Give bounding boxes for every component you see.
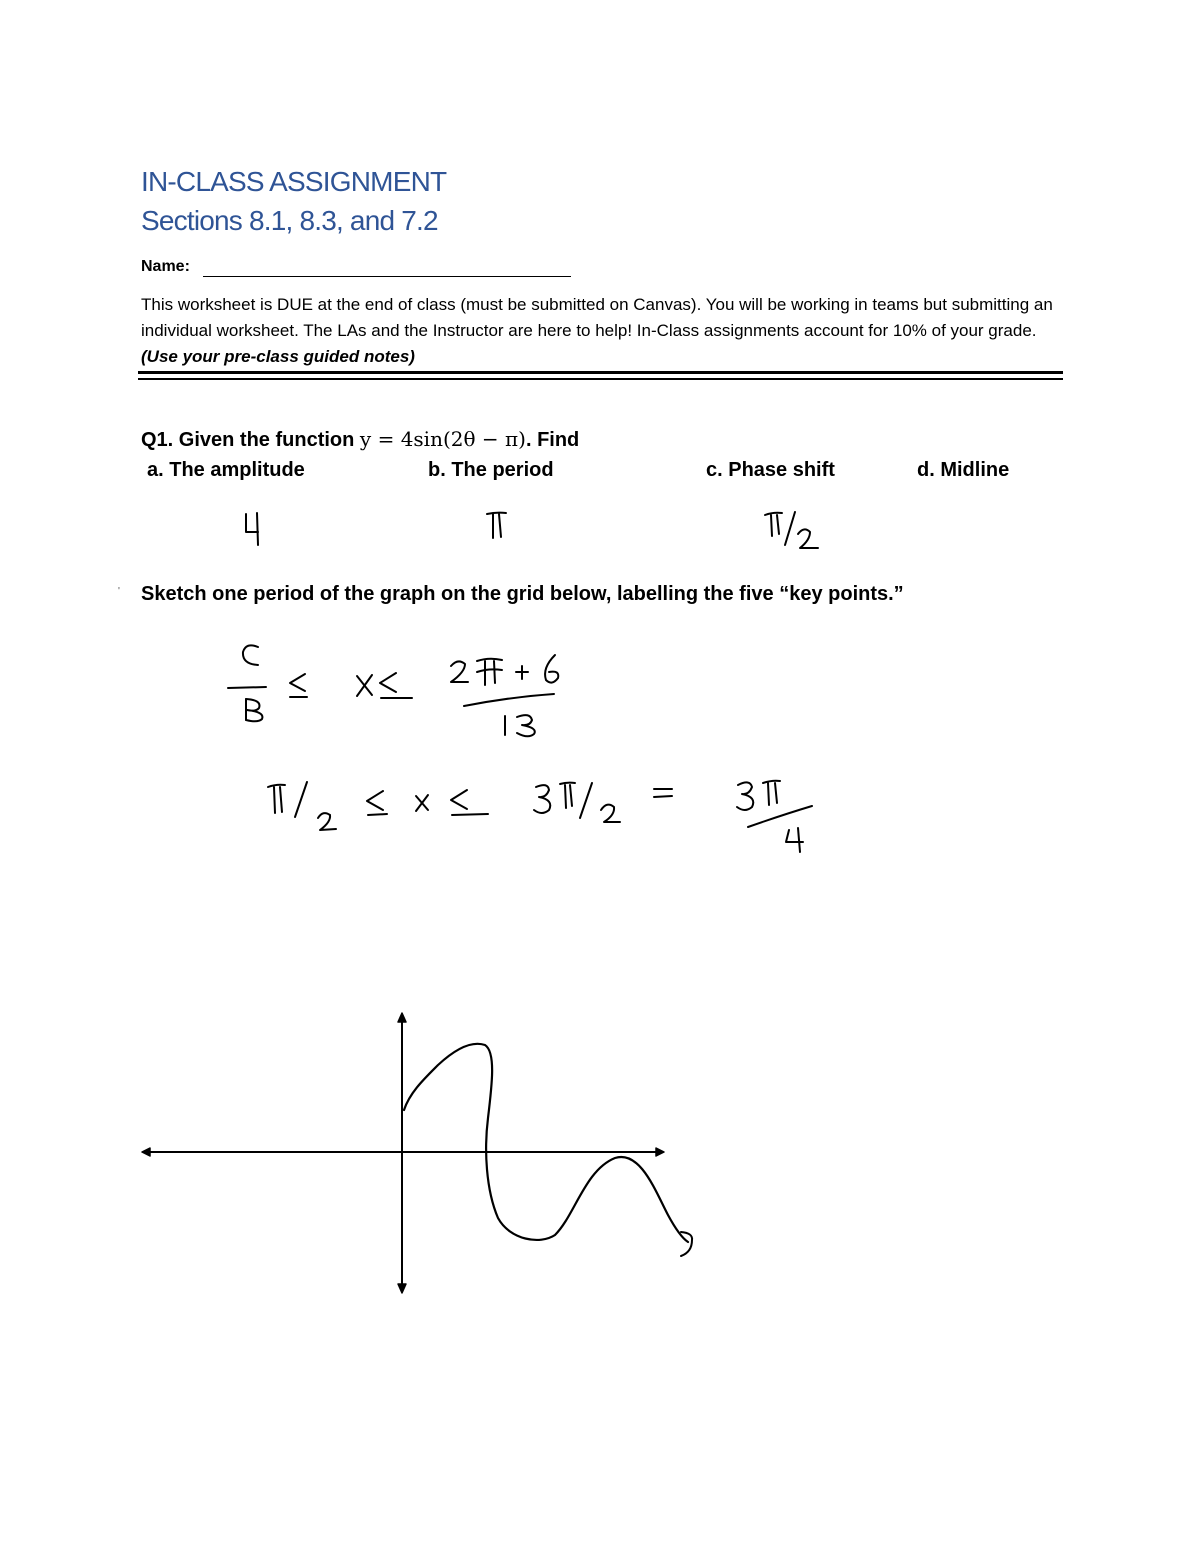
arrow-icon — [398, 1013, 406, 1022]
arrow-icon — [142, 1148, 150, 1156]
part-b-label: b. The period — [428, 459, 554, 481]
sketched-curve — [404, 1044, 688, 1242]
arrow-icon — [398, 1284, 406, 1293]
handwriting-line-2 — [268, 781, 812, 852]
answer-c-handwriting — [765, 512, 818, 548]
answer-b-handwriting — [487, 513, 506, 538]
intro-text: This worksheet is DUE at the end of class (must be submitted on Canvas). You will be working in teams but submitting an individual worksheet. The LAs and the Instructor are here to help! In-Class assignments account for 10% of your grade. — [141, 295, 1053, 340]
graph-axes — [142, 1013, 664, 1293]
page-title: IN-CLASS ASSIGNMENT — [141, 166, 447, 197]
page-subtitle: Sections 8.1, 8.3, and 7.2 — [141, 205, 438, 236]
part-a-label: a. The amplitude — [147, 459, 305, 481]
answer-a-handwriting — [246, 513, 258, 545]
name-label: Name: — [141, 258, 190, 275]
handwriting-line-1 — [228, 645, 558, 736]
question-function: y = 4sin(2θ − π) — [359, 427, 526, 451]
stray-mark: ' — [118, 586, 120, 597]
part-d-label: d. Midline — [917, 459, 1010, 481]
question-label: Q1. Given the function — [141, 429, 355, 451]
intro-emphasis: (Use your pre-class guided notes) — [141, 347, 415, 366]
question-suffix: . Find — [525, 429, 580, 451]
arrow-icon — [656, 1148, 664, 1156]
part-c-label: c. Phase shift — [706, 459, 835, 481]
sketch-instruction: Sketch one period of the graph on the grid below, labelling the five “key points.” — [141, 583, 904, 605]
